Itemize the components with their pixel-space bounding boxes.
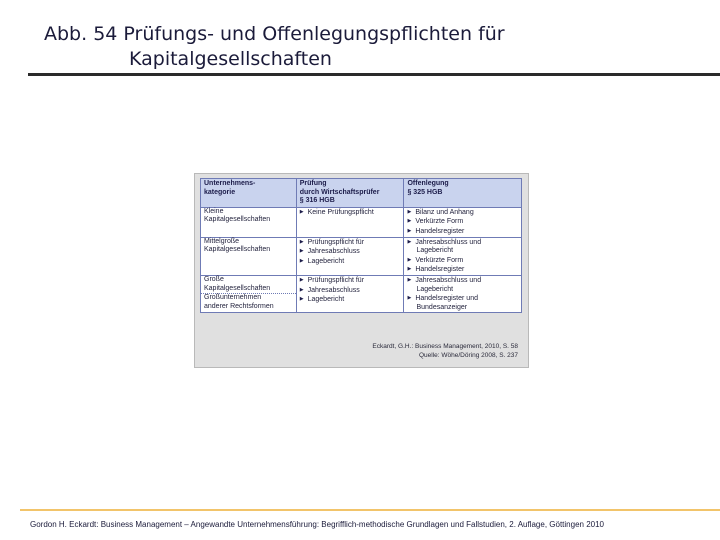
triangle-right-icon: ▶ (299, 296, 304, 303)
triangle-right-icon: ▶ (407, 276, 412, 283)
triangle-right-icon: ▶ (407, 208, 412, 215)
table-row-grosse (201, 275, 522, 312)
category-cell: Mittelgroße Kapitalgesellschaften (201, 237, 297, 275)
category-cell: Große Kapitalgesellschaften Großunternehmen anderer Rechtsformen (201, 275, 297, 312)
offenlegung-cell: ▶ Jahresabschluss und Lagebericht ▶ Verkürzte Form ▶ Handelsregister (404, 237, 522, 275)
slide-title-line-1: Abb. 54 Prüfungs- und Offenlegungspflichten für (44, 23, 505, 45)
triangle-right-icon: ▶ (407, 256, 412, 263)
source-citation: Eckardt, G.H.: Business Management, 2010, S. 58 Quelle: Wöhe/Döring 2008, S. 237 (372, 343, 518, 359)
footer-citation: Gordon H. Eckardt: Business Management – Angewandte Unternehmensführung: Begrifflich-methodische Grundlagen und Fallstudien, 2. Auflage, Göttingen 2010 (30, 520, 604, 529)
triangle-right-icon: ▶ (407, 227, 412, 234)
header-category: Unternehmens- kategorie (201, 179, 297, 208)
offenlegung-cell: ▶ Jahresabschluss und Lagebericht ▶ Handelsregister und Bundesanzeiger (404, 275, 522, 312)
footer-divider (20, 509, 720, 511)
offenlegung-cell: ▶ Bilanz und Anhang ▶ Verkürzte Form ▶ Handelsregister (404, 207, 522, 237)
table-row-kleine (201, 207, 522, 237)
slide-title (44, 22, 684, 72)
category-cell: Kleine Kapitalgesellschaften (201, 207, 297, 237)
table-figure (194, 173, 529, 368)
triangle-right-icon: ▶ (299, 276, 304, 283)
slide-title-line-2: Kapitalgesellschaften (129, 48, 332, 70)
header-pruefung: Prüfung durch Wirtschaftsprüfer § 316 HGB (296, 179, 404, 208)
triangle-right-icon: ▶ (299, 208, 304, 215)
table-row-mittelgrosse (201, 237, 522, 275)
triangle-right-icon: ▶ (407, 266, 412, 273)
title-divider (28, 73, 720, 76)
triangle-right-icon: ▶ (299, 248, 304, 255)
table-header-row (201, 179, 522, 208)
triangle-right-icon: ▶ (299, 257, 304, 264)
pruefung-cell: ▶ Prüfungspflicht für ▶ Jahresabschluss ▶ Lagebericht (296, 237, 404, 275)
triangle-right-icon: ▶ (407, 218, 412, 225)
pruefung-cell: ▶ Prüfungspflicht für ▶ Jahresabschluss ▶ Lagebericht (296, 275, 404, 312)
pruefung-cell: ▶ Keine Prüfungspflicht (296, 207, 404, 237)
triangle-right-icon: ▶ (407, 238, 412, 245)
triangle-right-icon: ▶ (299, 286, 304, 293)
header-offenlegung: Offenlegung § 325 HGB (404, 179, 522, 208)
triangle-right-icon: ▶ (407, 295, 412, 302)
triangle-right-icon: ▶ (299, 238, 304, 245)
obligations-table (200, 178, 522, 313)
